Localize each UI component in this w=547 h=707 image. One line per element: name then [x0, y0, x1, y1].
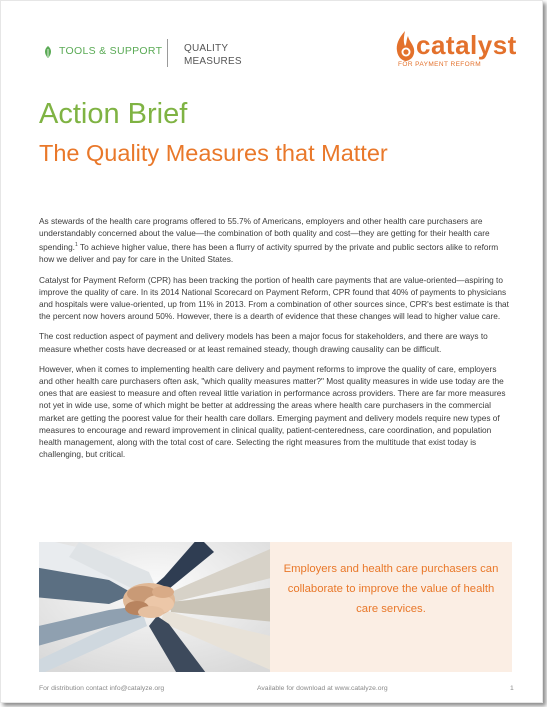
leaf-icon — [42, 45, 54, 59]
body-text — [39, 215, 509, 468]
category-label — [184, 42, 242, 68]
hands-together-photo — [39, 542, 270, 672]
paragraph-1-text-a: As stewards of the health care programs offered to 55.7% of Americans, employers and other health care purchasers are understandably concerned about the value—the combination of both quality and cost—they are getting for their health care spending. — [39, 216, 490, 253]
hands-illustration — [39, 542, 270, 672]
category-line-2: MEASURES — [184, 56, 242, 67]
page-title: The Quality Measures that Matter — [39, 140, 388, 166]
flame-logo-icon — [394, 30, 416, 62]
brief-kicker: Action Brief — [39, 98, 188, 130]
paragraph-1 — [39, 215, 509, 266]
catalyst-logo — [394, 30, 524, 83]
page-number: 1 — [510, 685, 514, 692]
callout-box — [270, 542, 512, 672]
header-divider — [167, 39, 168, 67]
paragraph-3: The cost reduction aspect of payment and delivery models has been a major focus for stakeholders, and there are ways to measure whether costs have decreased or at least remained steady, though drawing causality can be difficult. — [39, 331, 488, 354]
paragraph-2: Catalyst for Payment Reform (CPR) has been tracking the portion of health care payments that are value-oriented—aspiring to improve the quality of care. In its 2014 National Scorecard on Payment Reform, CPR found that 40% of payments to physicians and hospitals were value-oriented, up from 11% in 2013. From a combination of other sources since, CPR's best estimate is that the percent now hovers around 50%. However, there is a dearth of evidence that these changes will lead to higher value care. — [39, 274, 509, 322]
paragraph-1-text-b: To achieve higher value, there has been a flurry of activity spurred by the private and public sectors alike to reform how we deliver and pay for care in the United States. — [39, 242, 499, 265]
category-line-1: QUALITY — [184, 43, 229, 54]
footnote-ref[interactable]: 1 — [74, 242, 78, 249]
footer-download: Available for download at www.catalyze.org — [257, 685, 388, 692]
logo-tagline: FOR PAYMENT REFORM — [398, 61, 482, 68]
callout-text: Employers and health care purchasers can collaborate to improve the value of health care services. — [283, 563, 499, 615]
paragraph-4: However, when it comes to implementing health care delivery and payment reforms to improve the quality of care, employers and other health care purchasers often ask, "which quality measures matter?" Most quality measures in wide use today are the ones that are easiest to measure and often reveal little variation in performance across providers. There are far more measures not yet in wide use, some of which might be better at addressing the areas where health care purchasers in the commercial market are getting the poorest value for their health care dollars. Emerging payment and delivery models require new types of measures to encourage and reward improvement in clinical quality, patient-centeredness, care coordination, and population health management, along with the total cost of care. Selecting the right measures from the multitude that exist today is challenging, but critical. — [39, 363, 506, 460]
logo-wordmark: catalyst — [416, 30, 517, 60]
section-label: TOOLS & SUPPORT — [59, 45, 163, 57]
footer-contact: For distribution contact info@catalyze.org — [39, 685, 165, 692]
header — [39, 30, 519, 81]
